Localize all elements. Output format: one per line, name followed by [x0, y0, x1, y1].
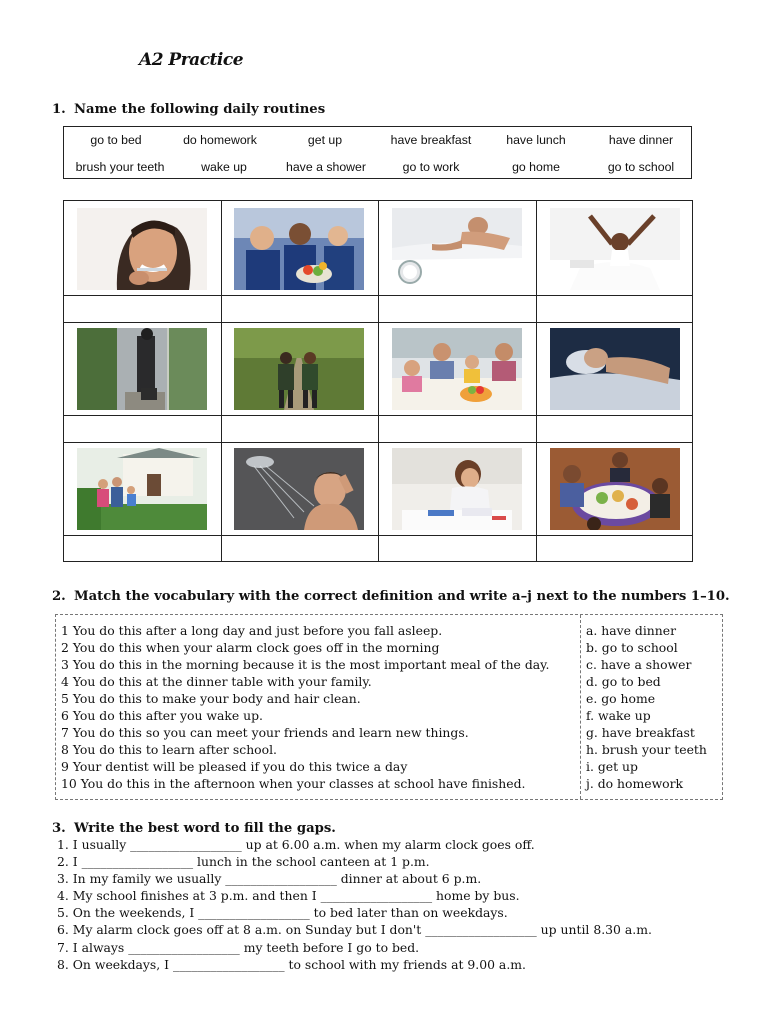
brushing-teeth-photo	[77, 208, 207, 290]
option-item: i. get up	[586, 759, 638, 774]
gap-sentence: 2. I __________________ lunch in the school canteen at 1 p.m.	[57, 854, 430, 870]
definition-item: 1 You do this after a long day and just before you fall asleep.	[61, 623, 443, 638]
section3-number: 3.	[52, 821, 66, 836]
section1-number: 1.	[52, 102, 66, 117]
gap-sentence: 8. On weekdays, I __________________ to school with my friends at 9.00 a.m.	[57, 956, 526, 972]
definition-item: 6 You do this after you wake up.	[61, 708, 264, 723]
alarm-clock-photo	[392, 208, 522, 290]
definition-item: 3 You do this in the morning because it is the most important meal of the day.	[61, 657, 550, 672]
gap-sentence: 1. I usually __________________ up at 6.00 a.m. when my alarm clock goes off.	[57, 837, 535, 852]
taking-shower-photo	[234, 448, 364, 530]
school-lunch-photo	[234, 208, 364, 290]
options-list	[586, 622, 707, 792]
gap-sentence: 4. My school finishes at 3 p.m. and then I __________________ home by bus.	[57, 888, 520, 904]
gap-fill-list	[57, 836, 652, 973]
word-bank-item: go to work	[402, 160, 460, 174]
option-item: f. wake up	[586, 708, 651, 723]
gap-sentence: 3. In my family we usually __________________ dinner at about 6 p.m.	[57, 871, 482, 887]
going-to-work-photo	[77, 328, 207, 410]
going-home-photo	[77, 448, 207, 530]
word-bank-item: have breakfast	[390, 133, 472, 147]
word-bank-item: get up	[307, 133, 343, 147]
word-bank-item: have dinner	[608, 133, 674, 147]
family-breakfast-photo	[392, 328, 522, 410]
option-item: b. go to school	[586, 640, 678, 655]
gap-sentence: 7. I always __________________ my teeth before I go to bed.	[57, 939, 420, 955]
option-item: h. brush your teeth	[586, 742, 707, 757]
definition-item: 7 You do this so you can meet your friends and learn new things.	[61, 725, 469, 740]
section3-heading-text: Write the best word to fill the gaps.	[74, 821, 336, 836]
word-bank-item: go home	[512, 160, 560, 174]
word-bank-item: wake up	[201, 160, 247, 174]
section2-heading	[52, 589, 730, 604]
matching-box	[55, 614, 723, 800]
option-item: e. go home	[586, 691, 656, 706]
gap-sentence: 5. On the weekends, I __________________ to bed later than on weekdays.	[57, 905, 508, 921]
definitions-list	[61, 622, 549, 792]
gap-sentence: 6. My alarm clock goes off at 8 a.m. on Sunday but I don't __________________ up until 8.30 a.m.	[57, 922, 652, 938]
word-bank	[63, 126, 692, 179]
option-item: j. do homework	[586, 776, 684, 791]
word-bank-item: have a shower	[286, 160, 366, 174]
section2-heading-text: Match the vocabulary with the correct definition and write a–j next to the numbers 1–10.	[74, 589, 730, 604]
family-dinner-photo	[550, 448, 680, 530]
definition-item: 2 You do this when your alarm clock goes off in the morning	[61, 640, 440, 655]
walking-to-school-photo	[234, 328, 364, 410]
option-item: c. have a shower	[586, 657, 692, 672]
image-grid	[63, 200, 693, 562]
word-bank-item: brush your teeth	[75, 160, 165, 174]
word-bank-item: go to bed	[90, 133, 142, 147]
section2-number: 2.	[52, 589, 66, 604]
definition-item: 9 Your dentist will be pleased if you do this twice a day	[61, 759, 408, 774]
option-item: a. have dinner	[586, 623, 677, 638]
word-bank-item: do homework	[183, 133, 257, 147]
definition-item: 4 You do this at the dinner table with your family.	[61, 674, 372, 689]
section3-heading	[52, 821, 336, 836]
section1-heading-text: Name the following daily routines	[74, 102, 326, 117]
doing-homework-photo	[392, 448, 522, 530]
section1-heading	[52, 102, 325, 117]
option-item: d. go to bed	[586, 674, 661, 689]
waking-up-photo	[550, 208, 680, 290]
word-bank-item: go to school	[607, 160, 675, 174]
definition-item: 8 You do this to learn after school.	[61, 742, 278, 757]
page-title: A2 Practice	[139, 50, 244, 70]
word-bank-item: have lunch	[506, 133, 566, 147]
definition-item: 5 You do this to make your body and hair clean.	[61, 691, 361, 706]
going-to-bed-photo	[550, 328, 680, 410]
definition-item: 10 You do this in the afternoon when your classes at school have finished.	[61, 776, 526, 791]
option-item: g. have breakfast	[586, 725, 695, 740]
